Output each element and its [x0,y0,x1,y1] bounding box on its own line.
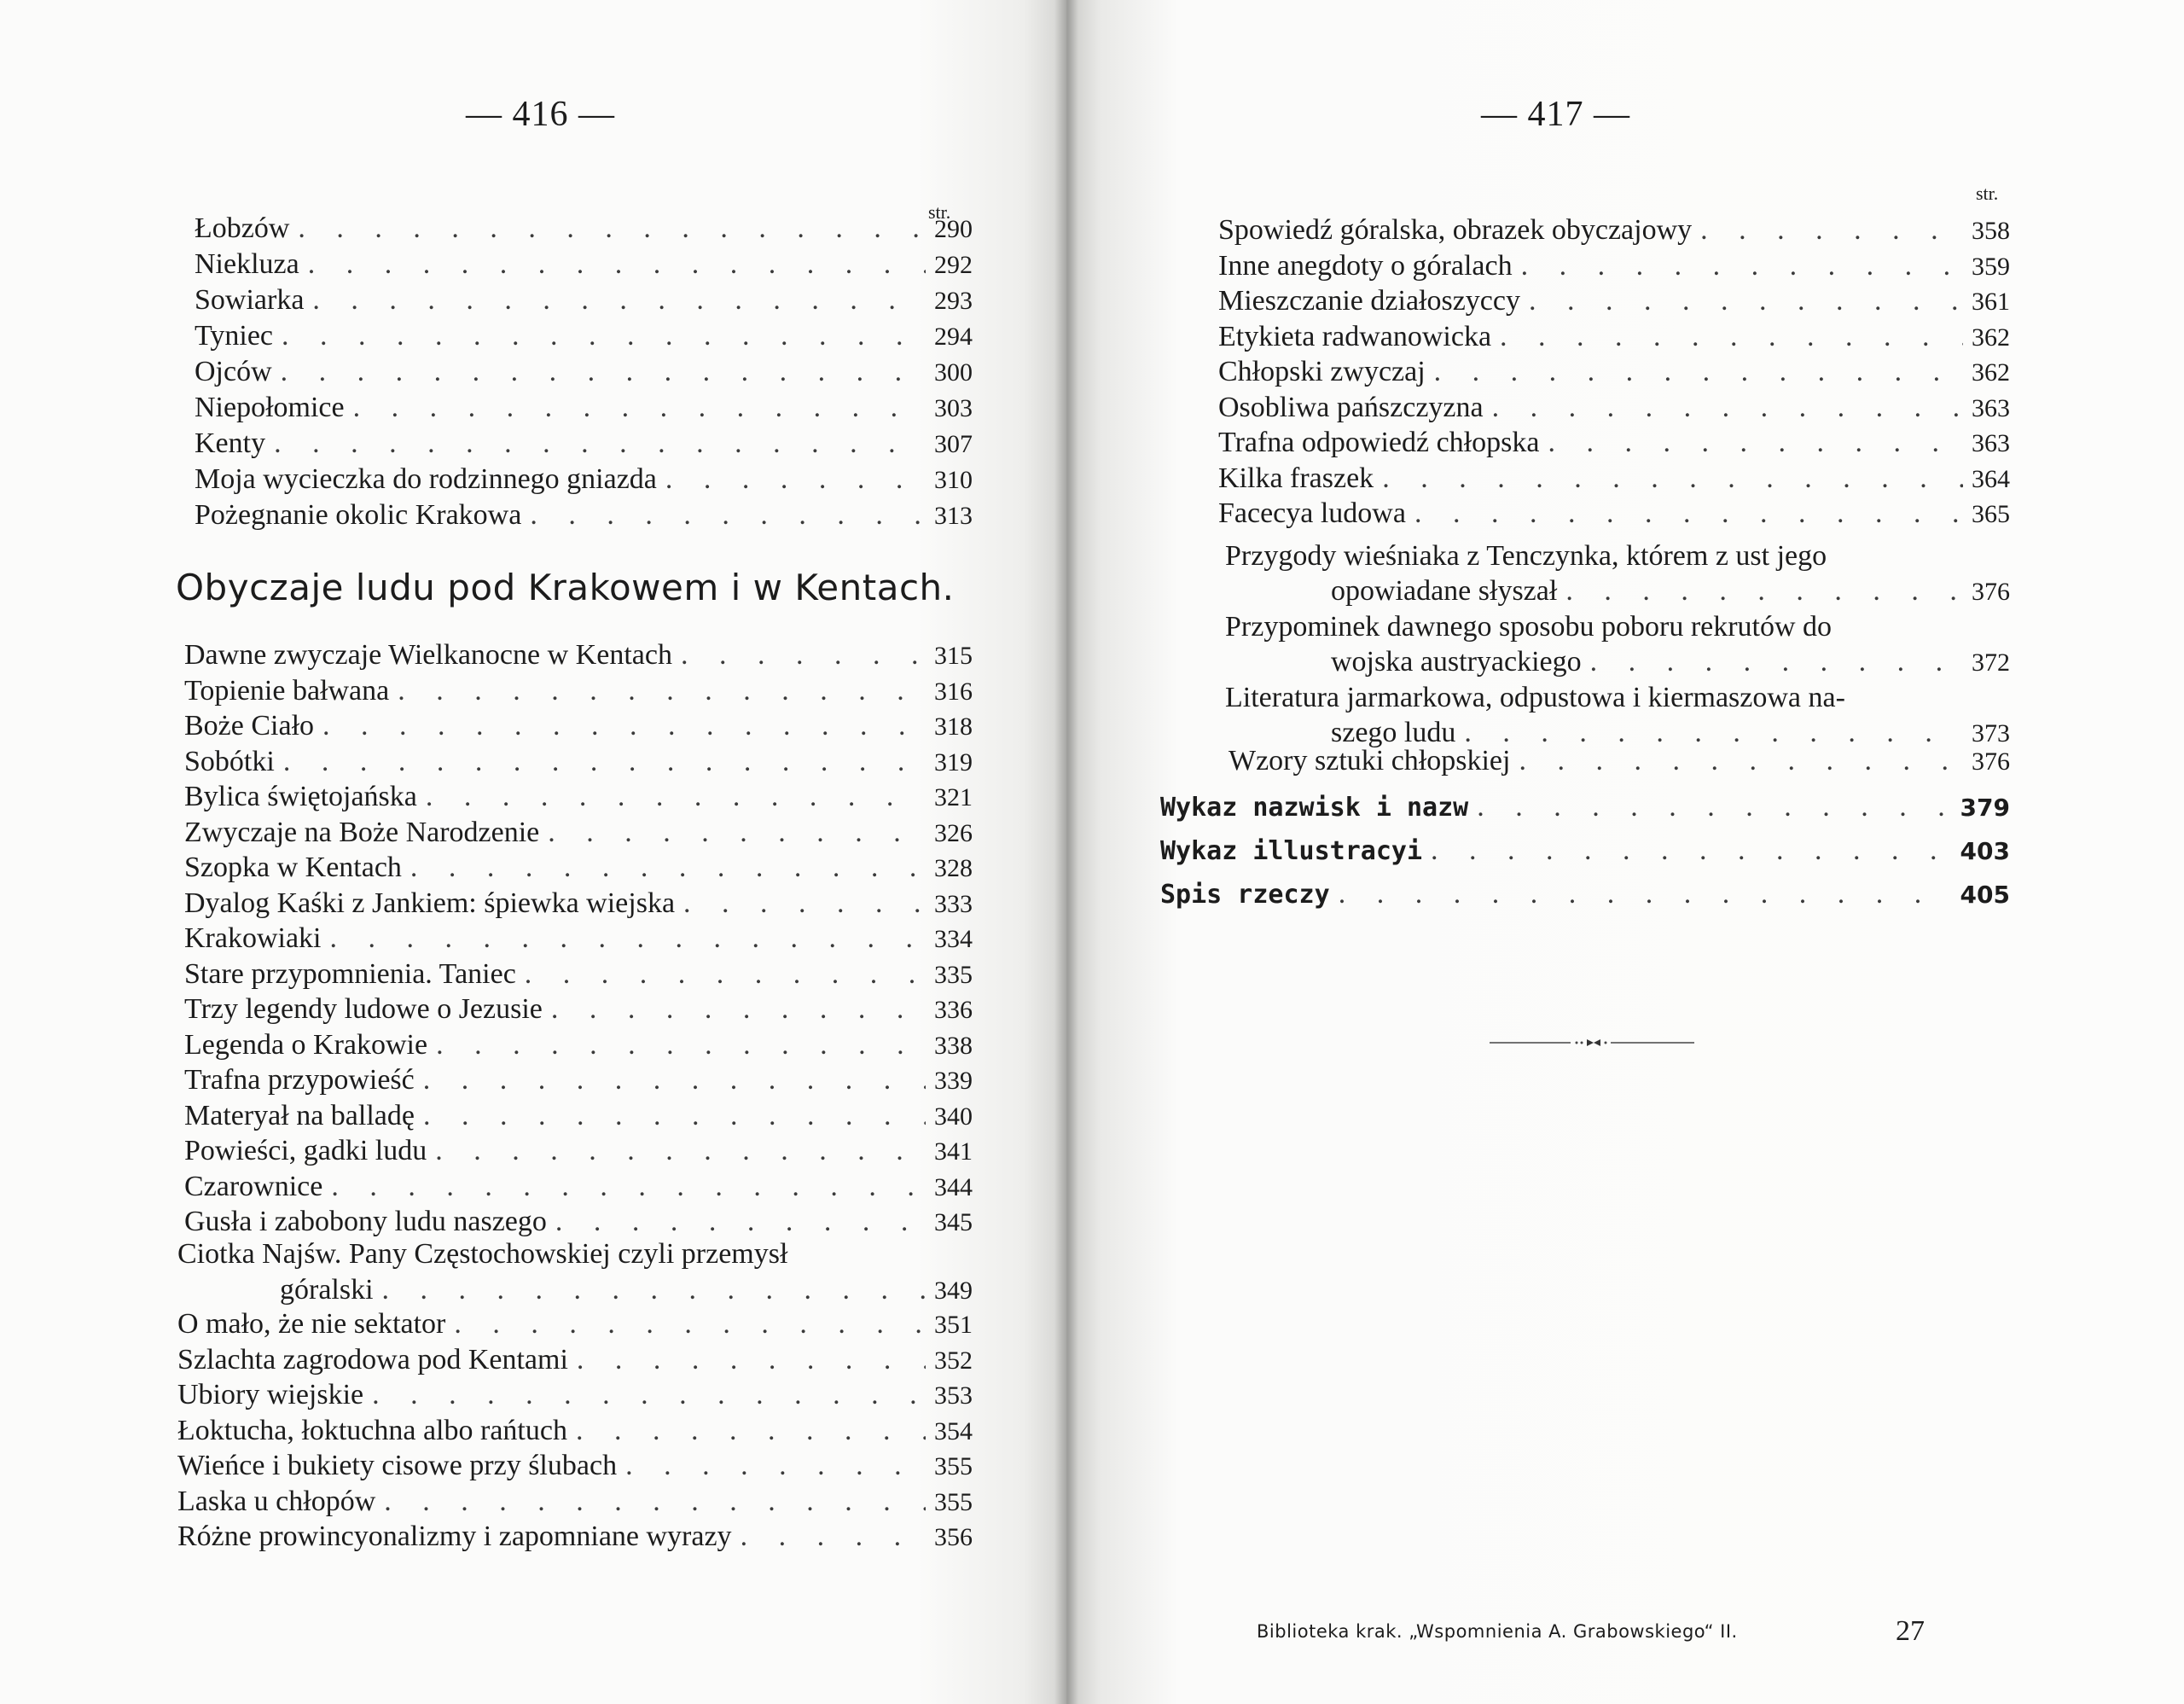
toc-entry [184,709,973,744]
toc-entry [195,498,973,533]
toc-entry-page: 307 [934,430,973,458]
dot-leader [1414,497,1963,531]
toc-entry-title: Trzy legendy ludowe o Jezusie [184,993,543,1025]
toc-entry [1218,249,2010,284]
toc-entry [1218,284,2010,319]
toc-entry-line1: Ciotka Najśw. Pany Częstochowskiej czyli przemysł [177,1238,788,1270]
dot-leader [551,992,926,1026]
dot-leader [681,638,926,672]
dot-leader [665,462,926,497]
dot-leader [283,745,926,779]
toc-entry-title: Legenda o Krakowie [184,1028,428,1061]
toc-entry-page: 339 [934,1067,973,1095]
right-str-label: str. [1976,183,1999,204]
toc-entry-page: 376 [1972,747,2010,776]
toc-entry [195,319,973,354]
toc-entry [195,247,973,282]
toc-entry [1218,320,2010,355]
toc-entry-title: opowiadane słyszał [1331,575,1558,607]
toc-entry-title: Tyniec [195,320,274,352]
dot-leader [382,1273,926,1307]
toc-entry-title: Moja wycieczka do rodzinnego gniazda [195,463,657,495]
toc-entry [184,957,973,992]
toc-entry-page: 353 [934,1381,973,1410]
toc-entry [184,1028,973,1063]
toc-entry-page: 326 [934,818,973,847]
dot-leader [282,319,926,353]
toc-entry-page: 355 [934,1452,973,1480]
toc-entry-page: 358 [1972,217,2010,245]
toc-entry [195,462,973,497]
toc-entry [1228,744,2010,779]
toc-entry-title: Sobótki [184,745,275,777]
toc-entry [1218,391,2010,426]
dot-leader [1434,355,1963,389]
toc-entry-title: Gusła i zabobony ludu naszego [184,1206,547,1237]
toc-entry-page: 344 [934,1172,973,1201]
toc-entry-page: 405 [1960,881,2010,909]
toc-entry-title: O mało, że nie sektator [177,1308,446,1340]
toc-entry [184,1170,973,1205]
book-gutter [1054,0,1078,1704]
toc-entry-page: 363 [1972,393,2010,422]
toc-entry-page: 352 [934,1346,973,1375]
toc-entry [1218,462,2010,497]
dot-leader [1500,320,1963,354]
toc-entry-page: 362 [1972,358,2010,387]
toc-entry-page: 334 [934,925,973,953]
toc-entry-page: 318 [934,712,973,741]
toc-entry-page: 303 [934,394,973,422]
toc-entry [184,816,973,851]
dot-leader [548,816,926,850]
left-page-number: — 416 — [466,95,615,134]
toc-entry [195,355,973,390]
section-heading: Obyczaje ludu pod Krakowem i w Kentach. [176,567,955,608]
toc-entry [184,1063,973,1098]
toc-entry-title: Niekluza [195,248,299,280]
dot-leader [1431,834,1952,868]
dot-leader [353,391,926,425]
toc-entry [177,1307,973,1342]
toc-entry-title: Łobzów [195,212,290,244]
toc-entry-title: Niepołomice [195,392,345,423]
toc-entry-page: 328 [934,854,973,882]
toc-entry-page: 362 [1972,323,2010,352]
dot-leader [423,1063,926,1097]
dot-leader [576,1414,926,1448]
dot-leader [322,709,926,743]
toc-entry-title: Osobliwa pańszczyzna [1218,391,1484,423]
toc-entry-title: Wykaz nazwisk i nazw [1160,793,1469,823]
toc-entry [184,780,973,815]
dot-leader [281,355,926,389]
toc-entry-title: Trafna przypowieść [184,1064,415,1096]
toc-entry-title: Zwyczaje na Boże Narodzenie [184,816,540,848]
toc-entry [1160,877,2010,912]
toc-entry-title: wojska austryackiego [1331,646,1582,678]
left-str-label: str. [928,201,951,223]
toc-entry [1160,790,2010,825]
toc-entry-title: Ubiory wiejskie [177,1379,364,1410]
dot-leader [398,674,926,708]
toc-entry-title: Inne anegdoty o góralach [1218,249,1513,282]
dot-leader [426,780,926,814]
toc-entry-title: Szlachta zagrodowa pod Kentami [177,1343,568,1375]
dot-leader [555,1205,926,1239]
toc-entry [1218,213,2010,248]
toc-entry [177,1378,973,1413]
toc-entry [184,887,973,922]
toc-entry-page: 403 [1960,837,2010,865]
toc-entry-title: Szopka w Kentach [184,852,402,883]
toc-entry [1218,355,2010,390]
dot-leader [331,1170,926,1204]
toc-entry [1218,426,2010,461]
dot-leader [741,1520,926,1554]
toc-entry [184,1099,973,1134]
toc-entry [184,992,973,1027]
toc-entry-page: 364 [1972,464,2010,493]
dot-leader [436,1028,926,1062]
toc-entry [177,1520,973,1555]
dot-leader [530,498,926,532]
dot-leader [1492,391,1963,425]
toc-entry [184,1205,973,1240]
toc-entry [195,212,973,247]
toc-entry [184,851,973,886]
printer-footer: Biblioteka krak. „Wspomnienia A. Grabowskiego“ II. [1257,1621,1738,1642]
toc-entry-page: 359 [1972,252,2010,281]
dot-leader [577,1343,926,1377]
dot-leader [423,1099,926,1133]
toc-entry-page: 315 [934,642,973,670]
toc-entry-title: Topienie bałwana [184,674,390,707]
toc-entry-page: 355 [934,1487,973,1516]
toc-entry-page: 316 [934,677,973,706]
toc-entry-page: 372 [1972,648,2010,677]
toc-entry [1160,834,2010,869]
toc-entry-line1: Przygody wieśniaka z Tenczynka, którem z ust jego [1225,540,1827,572]
ornament-divider [1490,1037,1694,1049]
toc-entry-title: Kenty [195,427,266,459]
dot-leader [454,1307,926,1341]
dot-leader [625,1449,926,1483]
toc-entry-title: Wykaz illustracyi [1160,836,1423,866]
toc-entry-title: Spowiedź góralska, obrazek obyczajowy [1218,214,1693,246]
toc-entry [195,427,973,462]
signature-mark: 27 [1896,1615,1925,1647]
dot-leader [1529,284,1963,318]
toc-entry-title: Krakowiaki [184,922,322,954]
toc-entry-title: Etykieta radwanowicka [1218,320,1492,352]
toc-entry-page: 300 [934,358,973,387]
toc-entry-title: Bylica świętojańska [184,781,417,812]
dot-leader [1548,426,1963,460]
toc-entry-page: 293 [934,287,973,315]
toc-entry [184,638,973,673]
toc-entry-title: Powieści, gadki ludu [184,1135,427,1166]
toc-entry [177,1485,973,1520]
toc-entry [195,283,973,318]
toc-entry-title: szego ludu [1331,717,1456,748]
dot-leader [525,957,926,992]
toc-entry-page: 292 [934,251,973,279]
toc-entry-title: Pożegnanie okolic Krakowa [195,499,522,531]
toc-entry-page: 373 [1972,719,2010,747]
toc-entry-page: 321 [934,783,973,811]
toc-entry-line1: Przypominek dawnego sposobu poboru rekrutów do [1225,611,1833,643]
dot-leader [308,247,926,282]
toc-entry [1331,574,2010,609]
toc-entry [1218,497,2010,532]
dot-leader [312,283,926,317]
toc-entry-page: 356 [934,1523,973,1551]
dot-leader [410,851,926,885]
toc-entry [177,1343,973,1378]
dot-leader [298,212,926,246]
toc-entry-page: 363 [1972,429,2010,457]
toc-entry [1331,645,2010,680]
toc-entry-title: Wieńce i bukiety cisowe przy ślubach [177,1450,618,1481]
toc-entry-title: Mieszczanie działoszyccy [1218,285,1520,317]
right-page-number: — 417 — [1481,95,1630,134]
toc-entry-title: Łoktucha, łoktuchna albo rańtuch [177,1414,567,1446]
toc-entry [177,1449,973,1484]
toc-entry-title: Stare przypomnienia. Taniec [184,957,516,990]
toc-entry-title: Trafna odpowiedź chłopska [1218,427,1540,458]
toc-entry-title: Ojców [195,356,272,387]
dot-leader [1700,213,1963,247]
toc-entry-title: Kilka fraszek [1218,462,1374,494]
dot-leader [1521,249,1963,283]
dot-leader [1590,645,1963,679]
toc-entry-page: 379 [1960,794,2010,822]
toc-entry-title: Różne prowincyonalizmy i zapomniane wyrazy [177,1521,732,1552]
toc-entry-page: 310 [934,466,973,494]
dot-leader [330,922,926,956]
dot-leader [1382,462,1963,496]
toc-entry [280,1273,973,1308]
toc-entry-title: góralski [280,1274,374,1306]
toc-entry-page: 354 [934,1416,973,1445]
toc-entry-page: 351 [934,1311,973,1339]
dot-leader [435,1134,926,1168]
toc-entry-page: 336 [934,996,973,1024]
toc-entry-title: Materyał na balladę [184,1099,415,1131]
toc-entry-page: 341 [934,1137,973,1166]
toc-entry-page: 340 [934,1102,973,1131]
toc-entry [184,674,973,709]
toc-entry-page: 361 [1972,288,2010,316]
dot-leader [683,887,926,921]
dot-leader [1477,790,1951,824]
toc-entry-title: Dawne zwyczaje Wielkanocne w Kentach [184,639,672,671]
toc-entry-page: 313 [934,502,973,530]
toc-entry-title: Sowiarka [195,284,305,316]
toc-entry-page: 345 [934,1208,973,1236]
toc-entry [184,745,973,780]
dot-leader [1519,744,1963,778]
toc-entry-page: 365 [1972,500,2010,528]
toc-entry-page: 333 [934,889,973,918]
toc-entry-page: 376 [1972,578,2010,606]
toc-entry [184,1134,973,1169]
toc-entry-page: 319 [934,747,973,776]
dot-leader [1565,574,1963,608]
toc-entry [184,922,973,957]
toc-entry [195,391,973,426]
toc-entry-title: Wzory sztuki chłopskiej [1228,745,1511,776]
toc-entry-line1: Literatura jarmarkowa, odpustowa i kiermaszowa na- [1225,682,1845,713]
dot-leader [274,427,926,461]
toc-entry-page: 294 [934,323,973,351]
dot-leader [384,1485,926,1519]
dot-leader [1339,877,1952,911]
toc-entry-title: Czarownice [184,1170,323,1202]
toc-entry-page: 338 [934,1031,973,1060]
toc-entry-title: Dyalog Kaśki z Jankiem: śpiewka wiejska [184,887,676,919]
toc-entry-title: Spis rzeczy [1160,880,1330,910]
toc-entry-title: Laska u chłopów [177,1485,376,1517]
toc-entry-title: Chłopski zwyczaj [1218,356,1426,387]
toc-entry-title: Facecya ludowa [1218,497,1406,529]
toc-entry-page: 290 [934,215,973,243]
toc-entry-page: 349 [934,1277,973,1305]
dot-leader [372,1378,926,1412]
toc-entry-page: 335 [934,960,973,989]
toc-entry [177,1414,973,1449]
toc-entry-title: Boże Ciało [184,710,315,742]
